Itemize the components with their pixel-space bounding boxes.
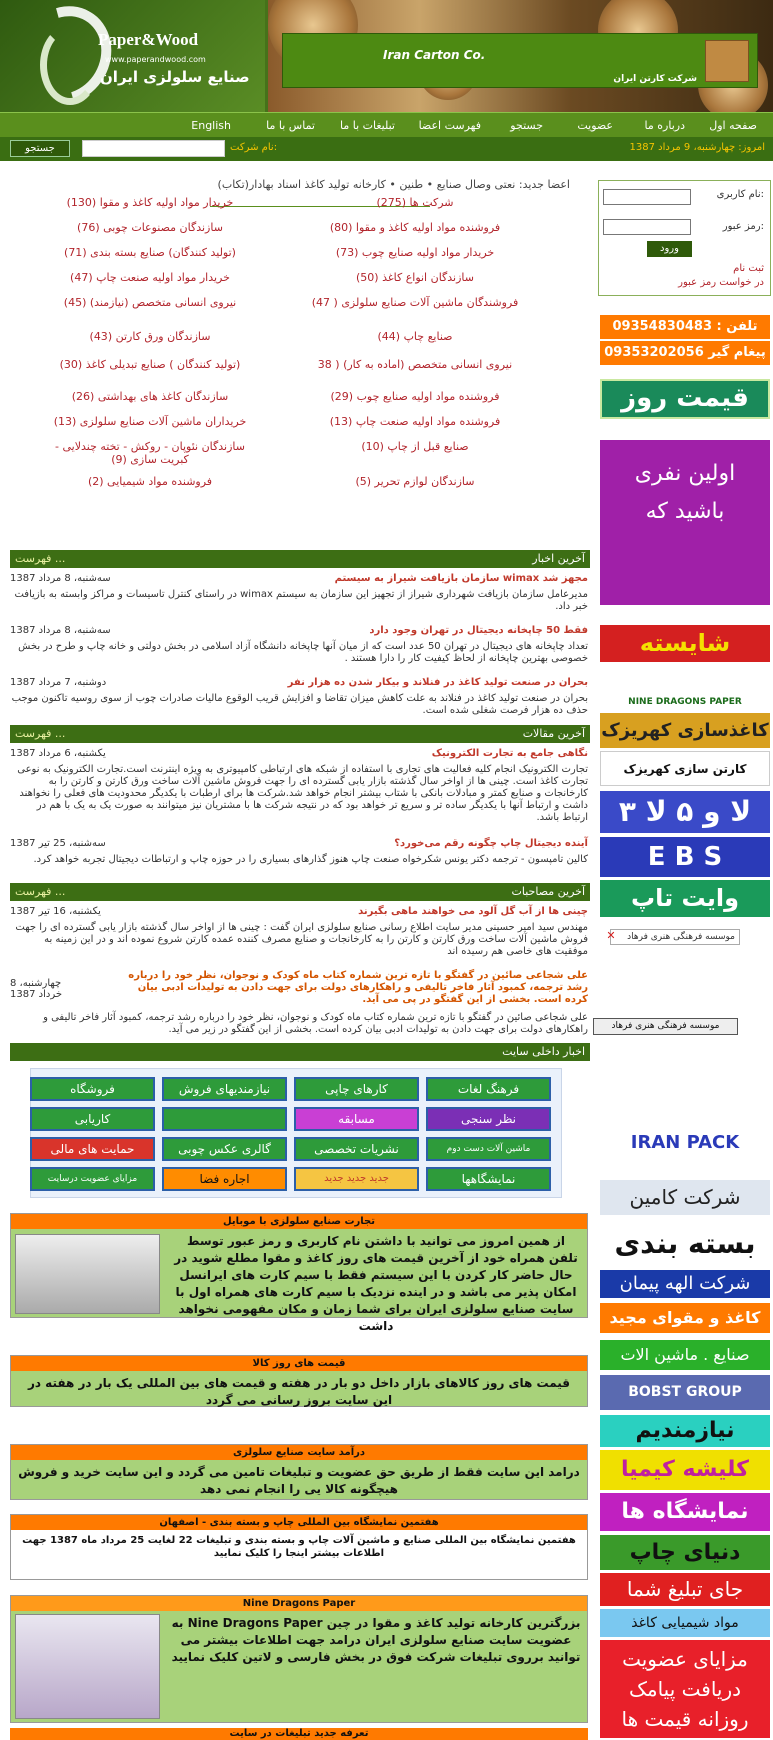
internal-news-heading: اخبار داخلی سایت bbox=[502, 1045, 585, 1058]
company-name-label: نام شرکت: bbox=[230, 142, 278, 153]
grid-space-rent[interactable]: اجاره فضا bbox=[162, 1167, 287, 1191]
category-link[interactable]: سازندگان انواع کاغذ (50) bbox=[356, 271, 474, 284]
broken-image-icon: ✕ bbox=[606, 930, 616, 942]
nav-about[interactable]: درباره ما bbox=[644, 119, 685, 132]
grid-exhibitions[interactable]: نمایشگاهها bbox=[426, 1167, 551, 1191]
interview-title[interactable]: علی شجاعی صائین در گفتگو با تازه ترین شماره کتاب ماه کودک و نوجوان، نظر خود را درباره رشد ترجمه، کمبود آثار فاخر تالیفی و راهکارهای دولت برای جهت دادن به تولیدات ادبی بیان کرده است. بخشی از این گفتگو در پی می آید. bbox=[128, 970, 588, 1005]
news-date: سه‌شنبه، 8 مرداد 1387 bbox=[10, 573, 111, 584]
ebs-ad[interactable]: E B S bbox=[600, 837, 770, 877]
nav-english[interactable]: English bbox=[191, 119, 231, 132]
three-five-ply-ad[interactable]: ۳ لا و ۵ لا bbox=[600, 791, 770, 833]
box-heading: Nine Dragons Paper bbox=[11, 1596, 587, 1611]
klishe-ad[interactable]: کلیشه کیمیا bbox=[600, 1450, 770, 1490]
nav-advertise[interactable]: تبلیغات با ما bbox=[339, 119, 395, 132]
kahrizak-carton-ad[interactable]: کارتن سازی کهریزک bbox=[600, 751, 770, 786]
grid-support[interactable]: حمایت های مالی bbox=[30, 1137, 155, 1161]
news-title[interactable]: فقط 50 چاپخانه دیجیتال در تهران وجود دارد bbox=[369, 625, 588, 636]
shayeste-ad[interactable]: شایسته bbox=[600, 625, 770, 662]
machinery-ad[interactable]: صنایع . ماشین الات bbox=[600, 1340, 770, 1370]
bastebandi-ad[interactable]: بسته بندی bbox=[600, 1220, 770, 1268]
farhad-tooltip: موسسه فرهنگی هنری فرهاد bbox=[593, 1018, 738, 1035]
box-text: درامد این سایت فقط از طریق حق عضویت و تبلیغات تامین می گردد و این سایت خرید و فروش هیچگونه کالا یی را انجام نمی دهد bbox=[18, 1465, 580, 1496]
interview-body: مهندس سید امیر حسینی مدیر سایت اطلاع رسانی صنایع سلولزی ایران گفت : چینی ها از اواخر سال گذشته بازار یابی گسترده ای را جهت فروش ماشین آلات ساخت ورق کارتن و کارتن را به کارخانجات و صنایع مصرف کننده عمده کارتن شروع نموده اند و در این زمینه به موفقیت های خاصی هم رسیده اند bbox=[15, 922, 588, 957]
carton-box-icon bbox=[705, 40, 749, 82]
grid-dictionary[interactable]: فرهنگ لغات bbox=[426, 1077, 551, 1101]
news-title[interactable]: بحران در صنعت تولید کاغذ در فنلاند و بیکار شدن ده هزار نفر bbox=[287, 677, 588, 688]
grid-new[interactable]: جدید جدید جدید bbox=[294, 1167, 419, 1191]
grid-journals[interactable]: نشریات تخصصی bbox=[294, 1137, 419, 1161]
box-text: بزرگترین کارخانه تولید کاغذ و مقوا در چین Nine Dragons Paper به عضویت سایت صنایع سلولزی ایران درامد جهت اطلاعات بیشتر می توانید برروی تبلیغات شرکت فوق در بخش فارسی و لاتین کلیک نمایید bbox=[171, 1616, 581, 1664]
category-link[interactable]: صنایع قبل از چاپ (10) bbox=[361, 440, 469, 453]
grid-membership-benefits[interactable]: مزایای عضویت درسایت bbox=[30, 1167, 155, 1191]
header bbox=[0, 0, 773, 112]
nav-members-list[interactable]: فهرست اعضا bbox=[418, 119, 481, 132]
category-link[interactable]: سازندگان کاغذ های بهداشتی (26) bbox=[71, 390, 229, 403]
white-top-ad[interactable]: وایت تاپ bbox=[600, 880, 770, 917]
exhibitions-ad[interactable]: نمایشگاه ها bbox=[600, 1493, 770, 1531]
news-body: بحران در صنعت تولید کاغذ در فنلاند به علت کاهش میزان تقاضا و افزایش قریب الوقوع مالیات صادرات چوب از سوی روسیه تاکنون موجب حذف ده هزار فرصت شغلی شده است. bbox=[11, 693, 588, 716]
daily-price-ad[interactable]: قیمت روز bbox=[600, 379, 770, 419]
interview-title[interactable]: چینی ها از آب گل آلود می خواهند ماهی بگیرند bbox=[358, 906, 588, 917]
logo-swirl-inner-icon bbox=[40, 25, 100, 105]
category-link[interactable]: نیروی انسانی متخصص (اماده به کار) ( 38 bbox=[317, 358, 513, 371]
internal-news-band bbox=[10, 1043, 590, 1061]
category-link[interactable]: صنایع چاپ (44) bbox=[377, 330, 453, 343]
nine-dragons-photo bbox=[15, 1614, 160, 1719]
register-link[interactable]: ثبت نام bbox=[733, 263, 764, 274]
article-body: کالین تامپسون - ترجمه دکتر یونس شکرخواه صنعت چاپ هنوز گذارهای بسیاری را در حوزه چاپ و ارتباطات دیجیتال تجربه خواهد کرد. bbox=[33, 854, 588, 865]
password-label: رمز عبور: bbox=[722, 221, 764, 232]
article-date: سه‌شنبه، 25 تیر 1387 bbox=[10, 838, 106, 849]
wanted-ad[interactable]: نیازمندیم bbox=[600, 1415, 770, 1447]
grid-used-machines[interactable]: ماشین آلات دست دوم bbox=[426, 1137, 551, 1161]
site-sections-grid bbox=[30, 1068, 562, 1198]
search-button[interactable]: جستجو bbox=[10, 140, 70, 157]
article-body: تجارت الکترونیک انجام کلیه فعالیت های تجاری با استفاده از شبکه های ارتباطی کامپیوتری به ویژه اینترنت است.تجارت الکترونیک به نوعی تجارت کاغذ است. چینی ها از اواخر سال گذشته بازار یابی گسترده ای را جهت فروش ماشین آلات ساخت ورق کارتن و کارتن را به کارخانجات و صنایع کمتر و مبادلات بانکی با شتاب بیشتر انجام خواهد شد.شرکت ها برای ارطبات با یکدیگر محدودیت های فعلی را نخواهند داشت و ارتباط آنها با یکدیگر ساده تر و سریع تر خواهد بود که در نتیجه شرکت ها با مشتریان نیز میتوانند به صورت یک به یک با هم در ارتباط باشد. bbox=[17, 764, 588, 823]
kahrizak-ad[interactable]: کاغذسازی کهریزک bbox=[600, 713, 770, 748]
banner-company-fa: شرکت کارتن ایران bbox=[613, 74, 697, 84]
category-link[interactable]: سازندگان ورق کارتن (43) bbox=[89, 330, 211, 343]
category-link[interactable]: فروشندگان ماشین آلات صنایع سلولزی ( 47) bbox=[311, 296, 519, 309]
grid-blank[interactable] bbox=[162, 1107, 287, 1131]
brand-name-fa: صنایع سلولزی ایران bbox=[100, 68, 250, 86]
mobile-phone-image bbox=[15, 1234, 160, 1314]
box-text: از همین امروز می توانید با داشتن نام کاربری و رمز عبور توسط تلفن همراه خود از آخرین قیمت های روز کاغذ و مقوا مطلع شوید در حال حاضر کار کردن با این سیستم فقط با سیم کارت های ایرانسل امکان پذیر می باشد و در اینده نزدیک با سیم کارت های همراه اول با سایت صنایع سلولزی ایران برای شما زمان و مکان مفهومی نخواهد داشت bbox=[174, 1234, 578, 1333]
box-heading: درآمد سایت صنایع سلولزی bbox=[11, 1445, 587, 1460]
news-title[interactable]: سازمان بازیافت شیراز به سیستم wimax مجهز شد bbox=[334, 573, 588, 584]
iran-carton-banner[interactable] bbox=[282, 33, 758, 88]
category-link[interactable]: سازندگان مصنوعات چوبی (76) bbox=[77, 221, 223, 234]
articles-list-link[interactable]: فهرست ... bbox=[15, 727, 66, 740]
bobst-ad[interactable]: BOBST GROUP bbox=[600, 1375, 770, 1410]
box-text[interactable]: هفتمین نمایشگاه بین المللی صنایع و ماشین آلات چاپ و بسته بندی و تبلیغات 22 لغایت 25 مرداد ماه 1387 جهت اطلاعات بیشتر اینجا را کلیک نمایید bbox=[22, 1535, 576, 1559]
category-link[interactable]: خریداران ماشین آلات صنایع سلولزی (13) bbox=[53, 415, 247, 428]
membership-benefits-ad[interactable]: مزایای عضویت دریافت پیامک روزانه قیمت ها bbox=[600, 1640, 770, 1738]
interviews-heading: آخرین مصاحبات bbox=[511, 885, 585, 898]
article-title[interactable]: آینده دیجیتال چاپ چگونه رقم می‌خورد؟ bbox=[394, 838, 588, 849]
camin-ad[interactable]: شرکت کامین bbox=[600, 1180, 770, 1215]
password-input[interactable] bbox=[603, 219, 691, 235]
chemicals-ad[interactable]: مواد شیمیایی کاغذ bbox=[600, 1609, 770, 1637]
current-date: امروز: چهارشنبه، 9 مرداد 1387 bbox=[629, 142, 765, 153]
sms-ad[interactable]: پیغام گیر 09353202056 bbox=[600, 341, 770, 365]
nav-home[interactable]: صفحه اول bbox=[709, 119, 757, 132]
ad-tariff-box bbox=[10, 1728, 588, 1740]
login-button[interactable]: ورود bbox=[647, 241, 692, 257]
category-link[interactable]: نیروی انسانی متخصص (نیازمند) (45) bbox=[63, 296, 237, 309]
brand-url: www.paperandwood.com bbox=[105, 55, 206, 64]
interviews-list-link[interactable]: فهرست ... bbox=[15, 885, 66, 898]
box-heading: هفتمین نمایشگاه بین المللی چاپ و بسته بندی - اصفهان bbox=[11, 1515, 587, 1530]
nav-contact[interactable]: تماس با ما bbox=[266, 119, 315, 132]
grid-sales-needs[interactable]: نیازمندیهای فروش bbox=[162, 1077, 287, 1101]
news-body: مدیرعامل سازمان بازیافت شهرداری شیراز از تجهیز این سازمان به سیستم wimax در راستای کنترل تاسیسات و مراکز وابسته به بازیافت خبر داد. bbox=[14, 589, 588, 612]
category-link[interactable]: (تولید کنندگان ) صنایع تبدیلی کاغذ (30) bbox=[59, 358, 241, 371]
main-nav bbox=[0, 112, 773, 137]
site-logo[interactable] bbox=[0, 0, 265, 112]
article-title[interactable]: نگاهی جامع به تجارت الکترونیک bbox=[431, 748, 588, 759]
interviews-band bbox=[10, 883, 590, 901]
category-link[interactable]: (تولید کنندگان) صنایع بسته بندی (71) bbox=[64, 246, 236, 259]
grid-contest[interactable]: مسابقه bbox=[294, 1107, 419, 1131]
category-link[interactable]: شرکت ها (275) bbox=[376, 196, 454, 209]
interview-date: چهارشنبه، 8 خرداد 1387 bbox=[10, 978, 63, 1000]
majid-ad[interactable]: کاغذ و مقوای مجید bbox=[600, 1303, 770, 1333]
news-date: سه‌شنبه، 8 مرداد 1387 bbox=[10, 625, 111, 636]
articles-heading: آخرین مقالات bbox=[522, 727, 585, 740]
category-link[interactable]: خریدار مواد اولیه کاغذ و مقوا (130) bbox=[66, 196, 234, 209]
news-date: دوشنبه، 7 مرداد 1387 bbox=[10, 677, 107, 688]
brand-name: Paper&Wood bbox=[98, 30, 199, 49]
news-list-link[interactable]: فهرست ... bbox=[15, 552, 66, 565]
category-link[interactable]: فروشنده مواد اولیه کاغذ و مقوا (80) bbox=[329, 221, 501, 234]
banner-company: Iran Carton Co. bbox=[383, 48, 486, 62]
news-heading: آخرین اخبار bbox=[532, 552, 585, 565]
category-link[interactable]: سازندگان لوازم تحریر (5) bbox=[355, 475, 475, 488]
box-heading: قیمت های روز کالا bbox=[11, 1356, 587, 1371]
interview-date: یکشنبه، 16 تیر 1387 bbox=[10, 906, 101, 917]
donya-chap-ad[interactable]: دنیای چاپ bbox=[600, 1535, 770, 1570]
iranpack-ad[interactable]: IRAN PACK bbox=[600, 1120, 770, 1165]
category-link[interactable]: فروشنده مواد اولیه صنعت چاپ (13) bbox=[329, 415, 501, 428]
category-link[interactable]: خریدار مواد اولیه صنایع چوب (73) bbox=[335, 246, 495, 259]
new-members[interactable]: اعضا جدید: نعتی وصال صنایع • طنین • کارخانه تولید کاغذ اسناد بهادار(تکاب) bbox=[217, 178, 570, 191]
category-link[interactable]: سازندگان نئوپان - روکش - تخته چندلایی - کبریت سازی (9) bbox=[55, 440, 245, 466]
category-link[interactable]: فروشنده مواد اولیه صنایع چوب (29) bbox=[330, 390, 500, 403]
grid-jobs[interactable]: کاریابی bbox=[30, 1107, 155, 1131]
username-label: نام کاربری: bbox=[716, 189, 764, 200]
news-band bbox=[10, 550, 590, 568]
grid-print-works[interactable]: کارهای چاپی bbox=[294, 1077, 419, 1101]
grid-gallery[interactable]: گالری عکس چوبی bbox=[162, 1137, 287, 1161]
nav-membership[interactable]: عضویت bbox=[577, 119, 613, 132]
category-link[interactable]: فروشنده مواد شیمیایی (2) bbox=[87, 475, 213, 488]
search-bar bbox=[0, 137, 773, 161]
phone-ad[interactable]: تلفن : 09354830483 bbox=[600, 315, 770, 339]
nine-dragons-box[interactable] bbox=[10, 1595, 588, 1723]
farhad-broken-image[interactable]: موسسه فرهنگی هنری فرهاد bbox=[610, 929, 740, 945]
box-heading: تعرفه جدید تبلیغات در سایت bbox=[10, 1728, 588, 1740]
mobile-trade-box bbox=[10, 1213, 588, 1333]
nav-search[interactable]: جستجو bbox=[510, 119, 543, 132]
prices-box bbox=[10, 1355, 588, 1407]
grid-poll[interactable]: نظر سنجی bbox=[426, 1107, 551, 1131]
site-income-box bbox=[10, 1444, 588, 1500]
box-heading: تجارت صنایع سلولزی با موبایل bbox=[11, 1214, 587, 1229]
forgot-password-link[interactable]: در خواست رمز عبور bbox=[678, 277, 764, 288]
grid-shop[interactable]: فروشگاه bbox=[30, 1077, 155, 1101]
category-link[interactable]: خریدار مواد اولیه صنعت چاپ (47) bbox=[70, 271, 230, 284]
nine-dragons-ad[interactable]: NINE DRAGONS PAPER bbox=[600, 672, 770, 707]
elahe-ad[interactable]: شرکت الهه پیمان bbox=[600, 1270, 770, 1298]
articles-band bbox=[10, 725, 590, 743]
login-box bbox=[598, 180, 771, 296]
your-ad-here-ad[interactable]: جای تبلیغ شما bbox=[600, 1573, 770, 1606]
be-first-ad[interactable]: اولین نفری باشید که bbox=[600, 440, 770, 605]
article-date: یکشنبه، 6 مرداد 1387 bbox=[10, 748, 106, 759]
isfahan-exhibition-box[interactable] bbox=[10, 1514, 588, 1580]
username-input[interactable] bbox=[603, 189, 691, 205]
news-body: تعداد چاپخانه های دیجیتال در تهران 50 عدد است که از میان آنها چاپخانه دانشگاه آزاد اسلامی در بخش دولتی و خانه چاپ و طرح در بخش خصوصی بهترین چاپخانه از لحاظ کیفیت کار را دارا هستند . bbox=[18, 641, 588, 664]
interview-body: علی شجاعی صائین در گفتگو با تازه ترین شماره کتاب ماه کودک و نوجوان، نظر خود را درباره رشد ترجمه، کمبود آثار فاخر تالیفی و راهکارهای دولت برای جهت دادن به تولیدات ادبی بیان کرده است. بخشی از این گفتگو در زیر می آید. bbox=[43, 1012, 588, 1035]
box-text: قیمت های روز کالاهای بازار داخل دو بار در هفته و قیمت های بین المللی یک بار در هفته در این سایت بروز رسانی می گردد bbox=[27, 1376, 571, 1407]
company-search-input[interactable] bbox=[82, 140, 225, 157]
